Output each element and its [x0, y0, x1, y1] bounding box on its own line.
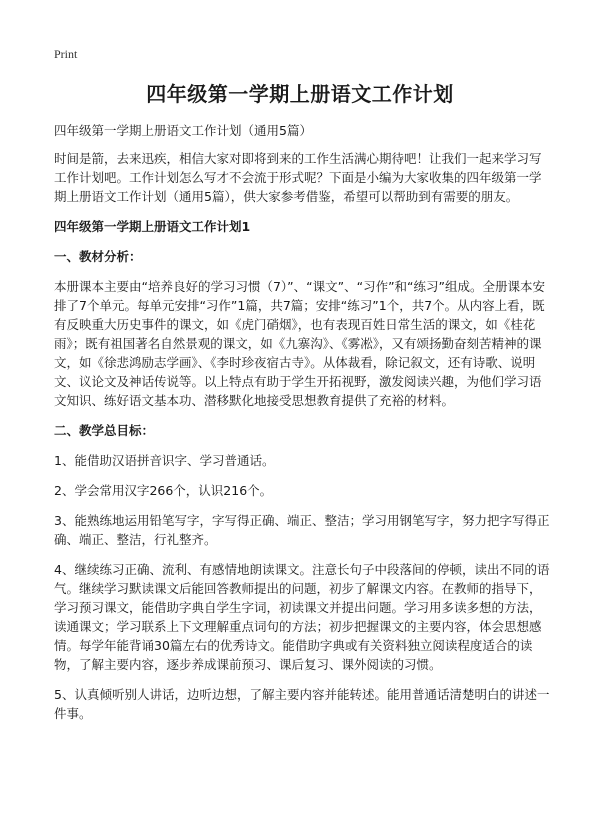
plan-heading: 四年级第一学期上册语文工作计划1 [54, 219, 251, 234]
goal-item-4: 4、继续练习正确、流利、有感情地朗读课文。注意长句子中段落间的停顿，读出不同的语气。继续学习默读课文后能回答教师提出的问题，初步了解课文内容。在教师的指导下，学习预习课文，能借助字典自学生字词，初读课文并提出问题。学习用多读多想的方法，读通课文；学习联系上下文理解重点词句的方法；初步把握课文的主要内容，体会思想感情。每学年能背诵30篇左右的优秀诗文。能借助字典或有关资料独立阅读程度适合的读物，了解主要内容，逐步养成课前预习、课后复习、课外阅读的习惯。 [54, 562, 550, 672]
section-heading-textbook-analysis: 一、教材分析： [54, 249, 142, 264]
goal-item-2: 2、学会常用汉字266个，认识216个。 [54, 483, 273, 498]
print-link[interactable]: Print [54, 47, 78, 61]
document-subtitle: 四年级第一学期上册语文工作计划（通用5篇） [54, 123, 312, 138]
goal-item-5: 5、认真倾听别人讲话，边听边想，了解主要内容并能转述。能用普通话清楚明白的讲述一件事。 [54, 687, 550, 721]
document-title: 四年级第一学期上册语文工作计划 [146, 82, 454, 106]
document-body [54, 121, 552, 734]
goal-item-3: 3、能熟练地运用铅笔写字，字写得正确、端正、整洁；学习用钢笔写字，努力把字写得正确、端正、整洁，行礼整齐。 [54, 513, 550, 547]
intro-paragraph: 时间是箭，去来迅疾，相信大家对即将到来的工作生活满心期待吧！让我们一起来学习写工作计划吧。工作计划怎么写才不会流于形式呢？下面是小编为大家收集的四年级第一学期上册语文工作计划（通用5篇），供大家参考借鉴，希望可以帮助到有需要的朋友。 [54, 151, 542, 204]
section-heading-teaching-goals: 二、教学总目标： [54, 423, 155, 438]
goal-item-1: 1、能借助汉语拼音识字、学习普通话。 [54, 453, 275, 468]
textbook-analysis-paragraph: 本册课本主要由“培养良好的学习习惯（7）”、“课文”、“习作”和“练习”组成。全册课本安排了7个单元。每单元安排“习作”1篇，共7篇；安排“练习”1个，共7个。从内容上看，既有反映重大历史事件的课文，如《虎门硝烟》，也有表现百姓日常生活的课文，如《桂花雨》；既有祖国著名自然景观的课文，如《九寨沟》、《雾凇》，又有颂扬勤奋刻苦精神的课文，如《徐悲鸿励志学画》、《李时珍夜宿古寺》。从体裁看，除记叙文，还有诗歌、说明文、议论文及神话传说等。以上特点有助于学生开拓视野，激发阅读兴趣，为他们学习语文知识、练好语文基本功、潜移默化地接受思想教育提供了充裕的材料。 [54, 279, 546, 408]
